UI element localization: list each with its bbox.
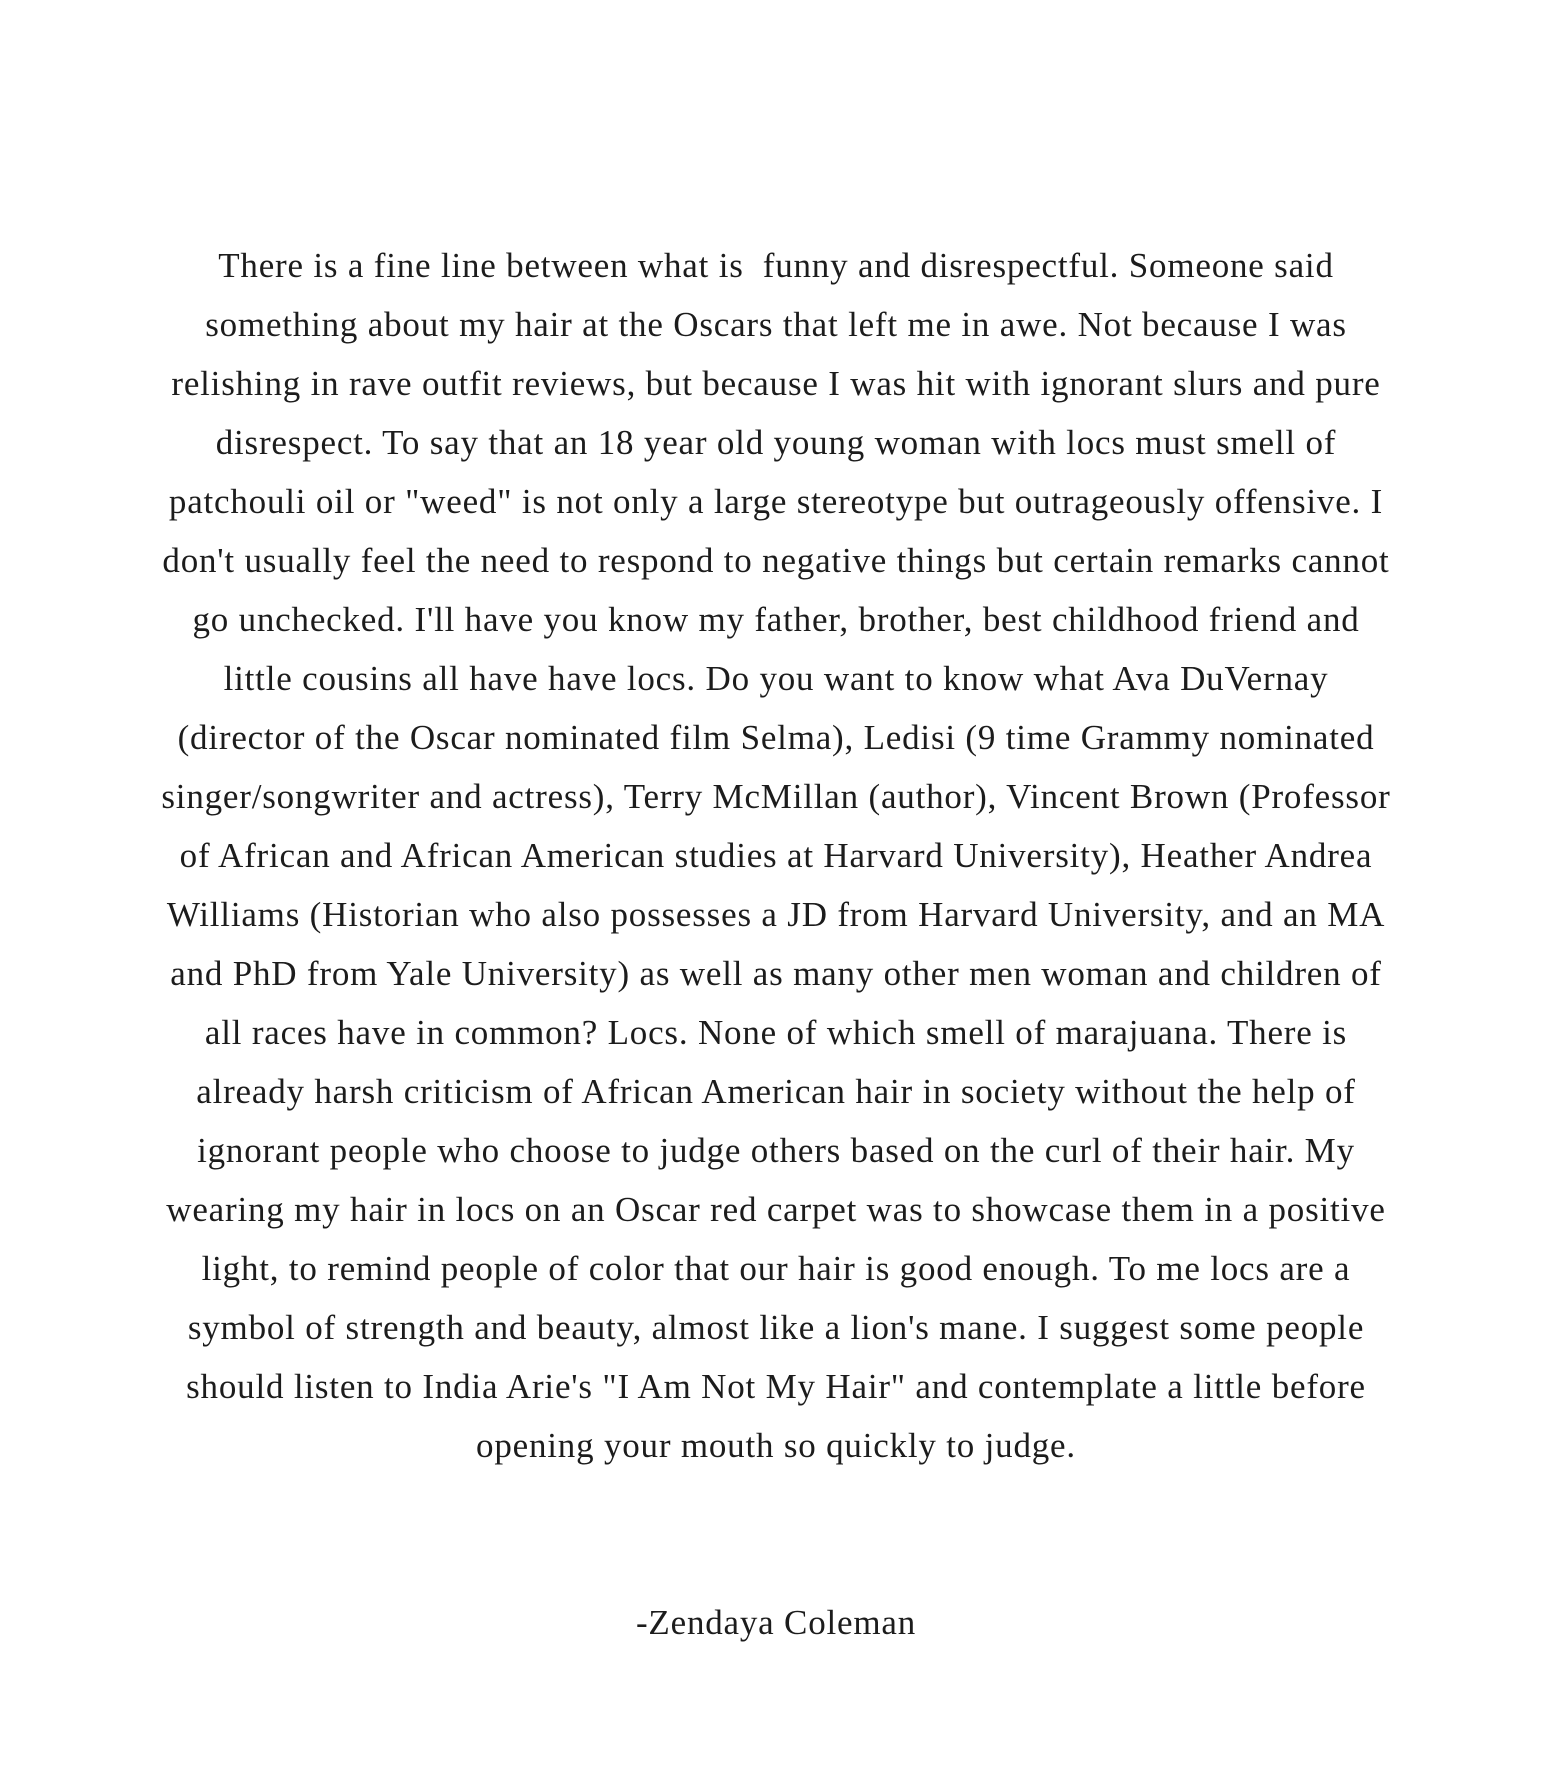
text-line: ignorant people who choose to judge others based on the curl of their hair. My	[197, 1131, 1355, 1170]
text-line: and PhD from Yale University) as well as many other men woman and children of	[170, 954, 1382, 993]
text-line: There is a fine line between what is funny and disrespectful. Someone said	[218, 246, 1334, 285]
text-line: go unchecked. I'll have you know my father, brother, best childhood friend and	[192, 600, 1360, 639]
text-line: symbol of strength and beauty, almost like a lion's mane. I suggest some people	[187, 1308, 1365, 1347]
text-line: of African and African American studies at Harvard University), Heather Andrea	[179, 836, 1373, 875]
text-line: patchouli oil or "weed" is not only a large stereotype but outrageously offensive. I	[168, 482, 1384, 521]
signature: -Zendaya Coleman	[635, 1603, 917, 1642]
text-line: don't usually feel the need to respond to negative things but certain remarks cannot	[162, 541, 1390, 580]
text-line: opening your mouth so quickly to judge.	[476, 1426, 1076, 1465]
text-line: should listen to India Arie's "I Am Not My Hair" and contemplate a little before	[186, 1367, 1366, 1406]
text-line: Williams (Historian who also possesses a JD from Harvard University, and an MA	[166, 895, 1386, 934]
statement-lines	[50, 236, 1502, 1475]
text-line: disrespect. To say that an 18 year old young woman with locs must smell of	[215, 423, 1337, 462]
text-line: little cousins all have have locs. Do you want to know what Ava DuVernay	[223, 659, 1329, 698]
text-line: already harsh criticism of African American hair in society without the help of	[196, 1072, 1356, 1111]
text-line: something about my hair at the Oscars that left me in awe. Not because I was	[205, 305, 1347, 344]
text-line: all races have in common? Locs. None of which smell of marajuana. There is	[204, 1013, 1348, 1052]
text-line: (director of the Oscar nominated film Selma), Ledisi (9 time Grammy nominated	[177, 718, 1375, 757]
text-line: wearing my hair in locs on an Oscar red carpet was to showcase them in a positive	[166, 1190, 1386, 1229]
text-line: singer/songwriter and actress), Terry McMillan (author), Vincent Brown (Professor	[161, 777, 1391, 816]
text-line: relishing in rave outfit reviews, but because I was hit with ignorant slurs and pure	[171, 364, 1381, 403]
text-line: light, to remind people of color that our hair is good enough. To me locs are a	[201, 1249, 1351, 1288]
